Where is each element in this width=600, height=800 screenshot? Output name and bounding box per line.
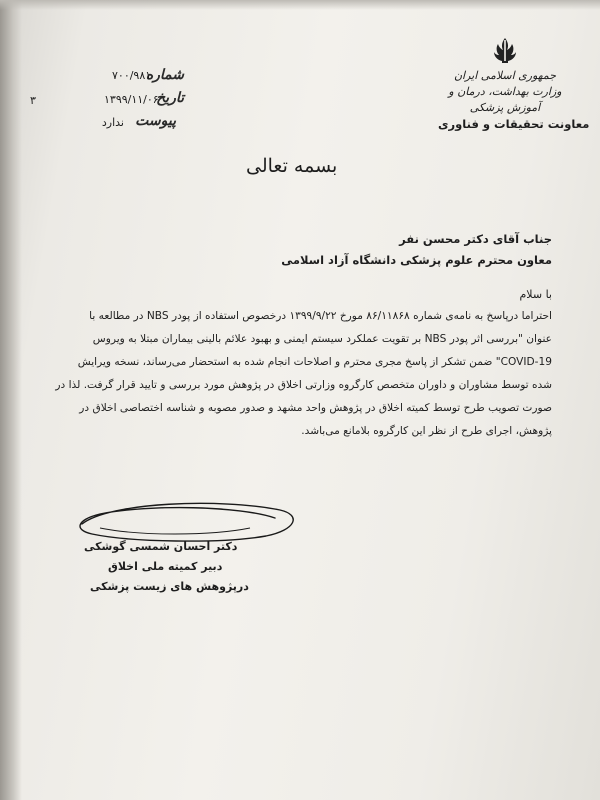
attachment-value: ندارد bbox=[101, 116, 124, 129]
signatory-committee: درپژوهش های زیست پزشکی bbox=[90, 580, 249, 593]
signatory-title: دبیر کمیته ملی اخلاق bbox=[108, 560, 223, 573]
signatory-name: دکتر احسان شمسی گوشکی bbox=[84, 540, 238, 553]
date-label: تاریخ bbox=[156, 90, 184, 106]
body-line: صورت تصویب طرح توسط کمیته اخلاق در پژوهش واحد مشهد و صدور مصوبه و شناسه اختصاصی اخلاق در bbox=[79, 402, 552, 414]
recipient-position: معاون محترم علوم پزشکی دانشگاه آزاد اسلامی bbox=[281, 253, 552, 267]
page-shadow-left bbox=[0, 0, 22, 800]
attachment-label: پیوست bbox=[135, 113, 176, 129]
body-line: احتراما درپاسخ به نامه‌ی شماره ۸۶/۱۱۸۶۸ مورخ ۱۳۹۹/۹/۲۲ درخصوص استفاده از پودر NBS در مطالعه با bbox=[89, 310, 552, 322]
body-line: شده توسط مشاوران و داوران متخصص کارگروه وزارتی اخلاق در پژوهش مورد بررسی و تایید قرار گرفت. لذا در bbox=[55, 379, 552, 391]
page-number: ۳ bbox=[30, 94, 36, 107]
basmala-heading: بسمه تعالی bbox=[246, 155, 338, 177]
iran-emblem-icon bbox=[488, 36, 522, 64]
greeting: با سلام bbox=[519, 288, 552, 301]
date-value: ۱۳۹۹/۱۱/۰۶ bbox=[104, 93, 159, 106]
body-line: پژوهش، اجرای طرح از نظر این کارگروه بلامانع می‌باشد. bbox=[301, 425, 552, 437]
signature-scribble bbox=[70, 498, 300, 544]
page-shadow-top bbox=[0, 0, 600, 10]
ministry-name-script: جمهوری اسلامی ایران وزارت بهداشت، درمان و آموزش پزشکی bbox=[448, 69, 562, 114]
number-value: ۷۰۰/۹۸۱ bbox=[112, 69, 152, 82]
body-line: COVID-19" ضمن تشکر از پاسخ مجری محترم و اصلاحات انجام شده به استحضار می‌رساند، نسخه ویرایش bbox=[77, 356, 552, 368]
recipient-name: جناب آقای دکتر محسن نفر bbox=[399, 232, 552, 246]
deputy-title: معاونت تحقیقات و فناوری bbox=[438, 117, 590, 131]
number-label: شماره bbox=[145, 67, 184, 83]
body-line: عنوان "بررسی اثر پودر NBS بر تقویت عملکرد سیستم ایمنی و بهبود علائم بالینی بیماران مبتلا به ویروس bbox=[92, 333, 552, 345]
